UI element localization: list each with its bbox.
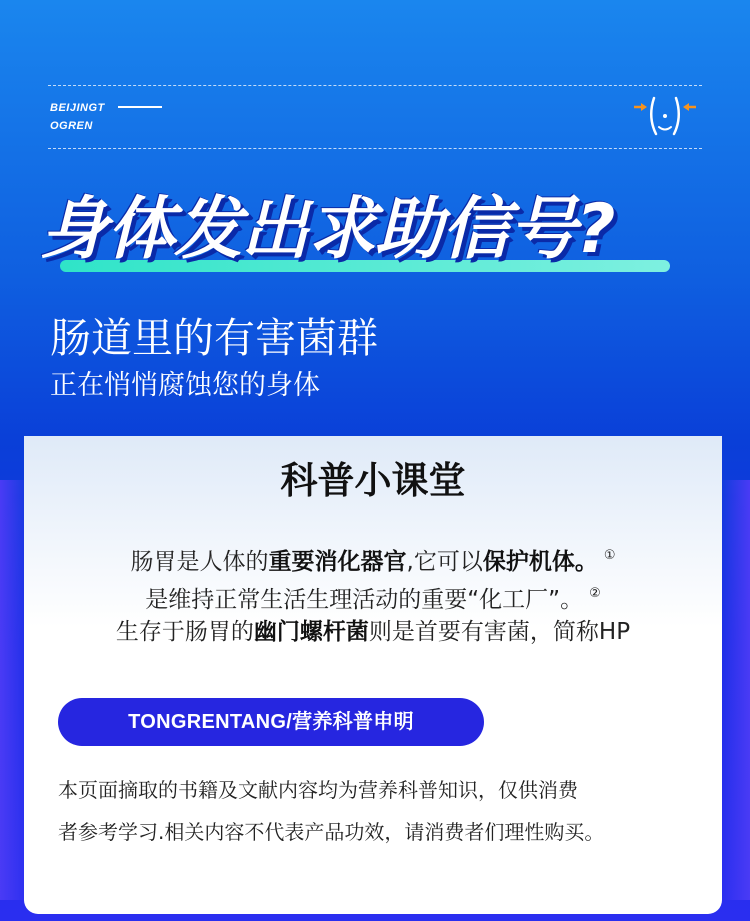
card-title: 科普小课堂 — [280, 459, 466, 502]
divider-top — [48, 85, 702, 86]
line1-mid: ,它可以 — [406, 549, 483, 575]
line1-bold-1: 重要消化器官 — [268, 549, 407, 575]
brand-line-1: BEIJINGT — [50, 102, 105, 114]
disclaimer-line-2: 者参考学习.相关内容不代表产品功效，请消费者们理性购买。 — [58, 820, 605, 844]
footnote-2: ② — [589, 586, 601, 601]
side-glow-right — [720, 480, 750, 900]
line2-text: 是维持正常生活生理活动的重要“化工厂”。 — [145, 587, 584, 613]
line1-pre: 肠胃是人体的 — [130, 549, 269, 575]
line3-pre: 生存于肠胃的 — [115, 619, 254, 645]
footnote-1: ① — [603, 548, 616, 563]
line3-post: 则是首要有害菌，简称HP — [368, 619, 631, 645]
line1-bold-2: 保护机体。 — [482, 549, 598, 575]
line3-bold: 幽门螺杆菌 — [253, 619, 369, 645]
brand-rule — [118, 106, 162, 108]
header-banner — [0, 0, 750, 450]
science-card — [24, 436, 722, 914]
disclaimer-line-1: 本页面摘取的书籍及文献内容均为营养科普知识，仅供消费 — [58, 778, 578, 802]
headline: 身体发出求助信号? — [40, 190, 615, 269]
subheadline-1: 肠道里的有害菌群 — [50, 314, 378, 362]
brand-line-2: OGREN — [50, 120, 93, 132]
notice-label: TONGRENTANG/营养科普申明 — [58, 698, 484, 746]
subheadline-2: 正在悄悄腐蚀您的身体 — [50, 370, 320, 401]
paragraph-line-3 — [24, 612, 722, 652]
belly-icon — [632, 96, 698, 136]
brand-text — [50, 99, 105, 135]
divider-bottom — [48, 148, 702, 149]
